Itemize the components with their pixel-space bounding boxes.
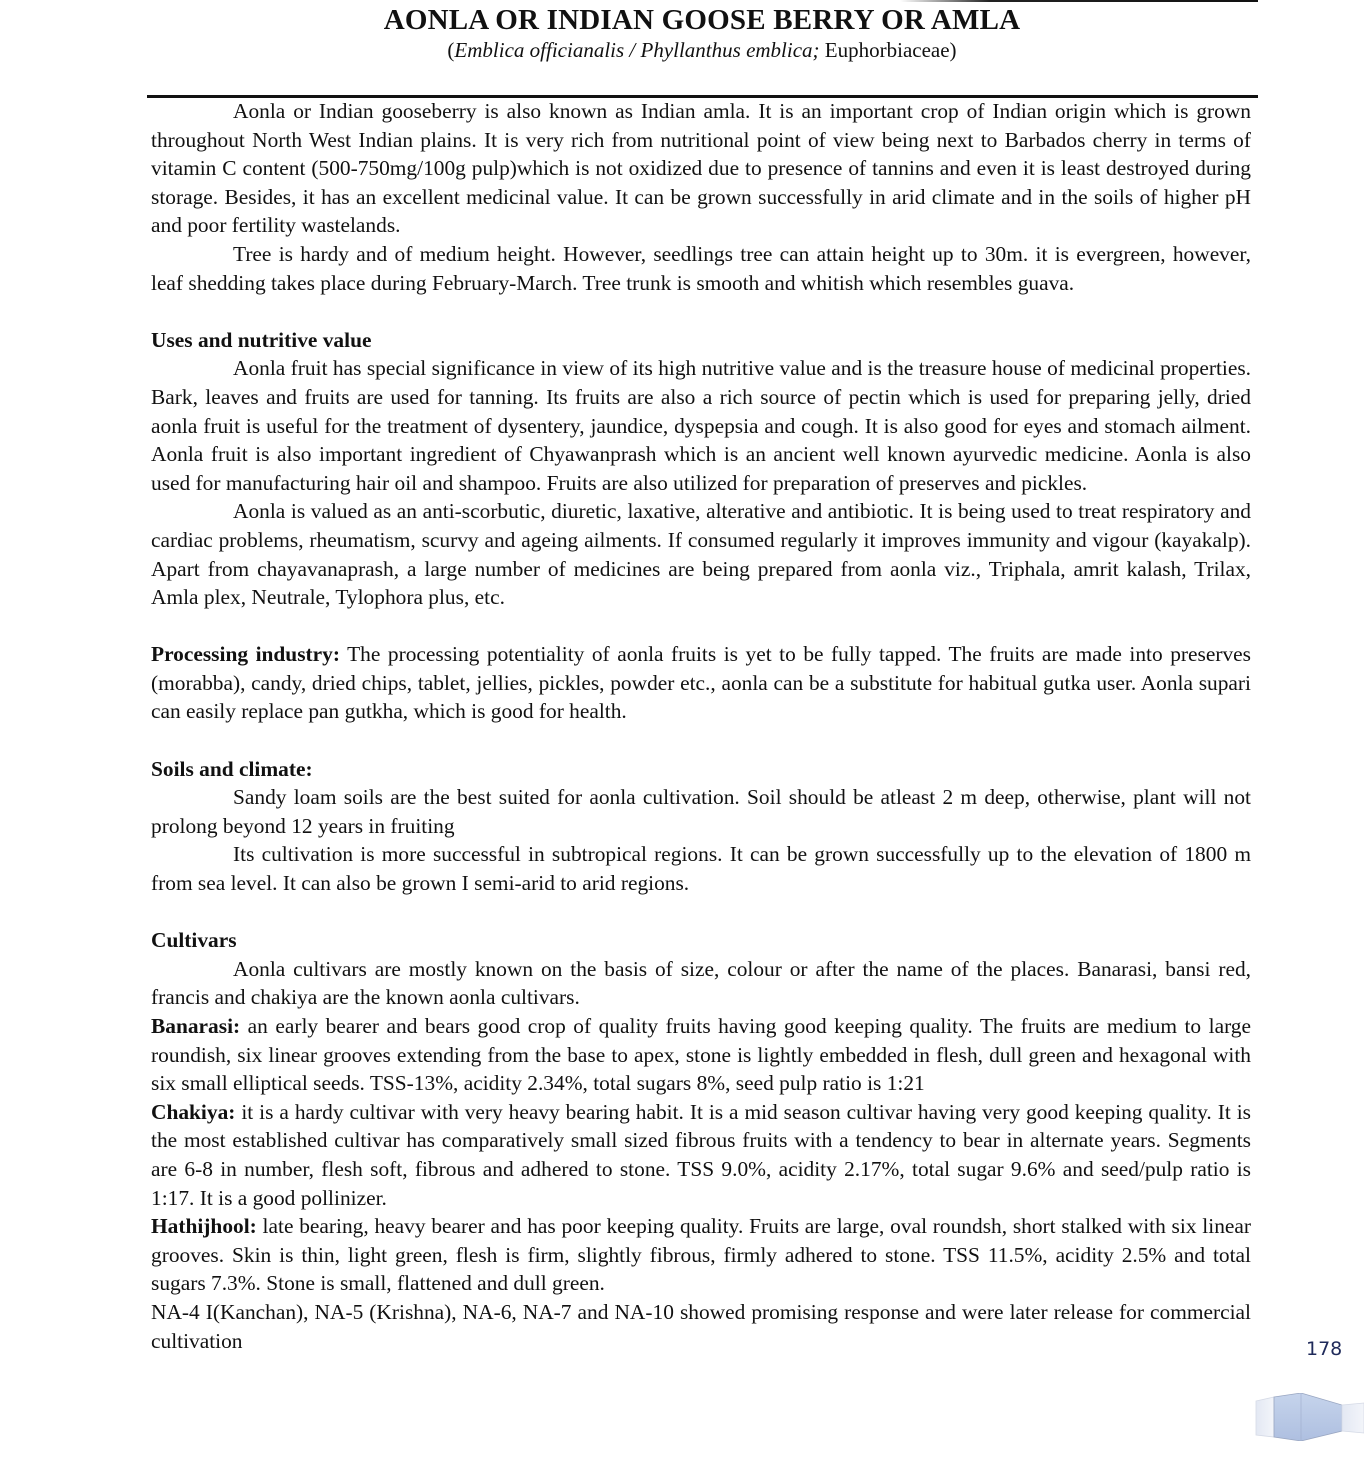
scientific-name: Emblica officianalis / Phyllanthus emblica; — [454, 38, 820, 62]
cultivar-item — [151, 1012, 1251, 1098]
section-heading-soils: Soils and climate: — [151, 756, 313, 781]
cultivar-description: an early bearer and bears good crop of quality fruits having good keeping quality. The fruits are medium to large roundish, six linear grooves extending from the base to apex, stone is lightly embedded in flesh, dull green and hexagonal with six small elliptical seeds. TSS-13%, acidity 2.34%, total sugars 8%, seed pulp ratio is 1:21 — [151, 1014, 1251, 1096]
uses-paragraph-2: Aonla is valued as an anti-scorbutic, diuretic, laxative, alterative and antibiotic. It is being used to treat respiratory and cardiac problems, rheumatism, scurvy and ageing ailments. If consumed regularly it improves immunity and vigour (kayakalp). Apart from chayavanaprash, a large number of medicines are being prepared from aonla viz., Triphala, amrit kalash, Trilax, Amla plex, Neutrale, Tylophora plus, etc. — [151, 499, 1251, 610]
spacer — [151, 297, 1251, 326]
spacer — [151, 726, 1251, 755]
page-title: AONLA OR INDIAN GOOSE BERRY OR AMLA — [383, 4, 1021, 36]
cultivar-name: Banarasi: — [151, 1014, 241, 1038]
section-heading-processing: Processing industry: — [151, 642, 340, 667]
cultivar-item — [151, 1098, 1251, 1212]
spacer — [151, 898, 1251, 927]
page-number: 178 — [1306, 1338, 1343, 1360]
page-subtitle — [0, 36, 1364, 64]
processing-paragraph — [151, 640, 1251, 726]
page-corner-tab-icon — [1254, 1393, 1364, 1441]
spacer — [151, 612, 1251, 641]
intro-paragraph-1: Aonla or Indian gooseberry is also known as Indian amla. It is an important crop of Indian origin which is grown throughout North West Indian plains. It is very rich from nutritional point of view being next to Barbados cherry in terms of vitamin C content (500-750mg/100g pulp)which is not oxidized due to presence of tannins and even it is least destroyed during storage. Besides, it has an excellent medicinal value. It can be grown successfully in arid climate and in the soils of higher pH and poor fertility wastelands. — [151, 99, 1251, 238]
cultivar-item — [151, 1212, 1251, 1298]
cultivar-name: Hathijhool: — [151, 1214, 257, 1239]
subtitle-open-paren: ( — [447, 38, 455, 62]
cultivar-description: it is a hardy cultivar with very heavy bearing habit. It is a mid season cultivar having very good keeping quality. It is the most established cultivar has comparatively small sized fibrous fruits with a tendency to bear in alternate years. Segments are 6-8 in number, flesh soft, fibrous and adhered to stone. TSS 9.0%, acidity 2.17%, total sugar 9.6% and seed/pulp ratio is 1:17. It is a good pollinizer. — [151, 1099, 1251, 1210]
soils-paragraph-1: Sandy loam soils are the best suited for aonla cultivation. Soil should be atleast 2 m deep, otherwise, plant will not prolong beyond 12 years in fruiting — [151, 785, 1251, 838]
cultivar-description: late bearing, heavy bearer and has poor keeping quality. Fruits are large, oval roundsh, short stalked with six linear grooves. Skin is thin, light green, flesh is firm, slightly fibrous, firmly adhered to stone. TSS 11.5%, acidity 2.5% and total sugars 7.3%. Stone is small, flattened and dull green. — [151, 1214, 1251, 1296]
family-name: Euphorbiaceae) — [819, 38, 957, 62]
cultivar-name: Chakiya: — [151, 1099, 236, 1124]
intro-paragraph-2: Tree is hardy and of medium height. However, seedlings tree can attain height up to 30m. it is evergreen, however, leaf shedding takes place during February-March. Tree trunk is smooth and whitish which resembles guava. — [151, 241, 1251, 295]
document-body — [151, 97, 1251, 1355]
section-heading-cultivars: Cultivars — [151, 928, 237, 953]
processing-text: The processing potentiality of aonla fruits is yet to be fully tapped. The fruits are made into preserves (morabba), candy, dried chips, tablet, jellies, pickles, powder etc., aonla can be a substitute for habitual gutka user. Aonla supari can easily replace pan gutkha, which is good for health. — [151, 642, 1251, 724]
section-heading-uses: Uses and nutritive value — [151, 327, 372, 352]
soils-paragraph-2: Its cultivation is more successful in subtropical regions. It can be grown successfully up to the elevation of 1800 m from sea level. It can also be grown I semi-arid to arid regions. — [151, 842, 1251, 896]
cultivars-intro: Aonla cultivars are mostly known on the basis of size, colour or after the name of the places. Banarasi, bansi red, francis and chakiya are the known aonla cultivars. — [151, 956, 1251, 1010]
cultivars-closing: NA-4 I(Kanchan), NA-5 (Krishna), NA-6, NA-7 and NA-10 showed promising response and were later release for commercial cultivation — [151, 1299, 1251, 1353]
uses-paragraph-1: Aonla fruit has special significance in view of its high nutritive value and is the treasure house of medicinal properties. Bark, leaves and fruits are used for tanning. Its fruits are also a rich source of pectin which is used for preparing jelly, dried aonla fruit is useful for the treatment of dysentery, jaundice, dyspepsia and cough. It is also good for eyes and stomach ailment. Aonla fruit is also important ingredient of Chyawanprash which is an ancient well known ayurvedic medicine. Aonla is also used for manufacturing hair oil and shampoo. Fruits are also utilized for preparation of preserves and pickles. — [151, 356, 1251, 495]
